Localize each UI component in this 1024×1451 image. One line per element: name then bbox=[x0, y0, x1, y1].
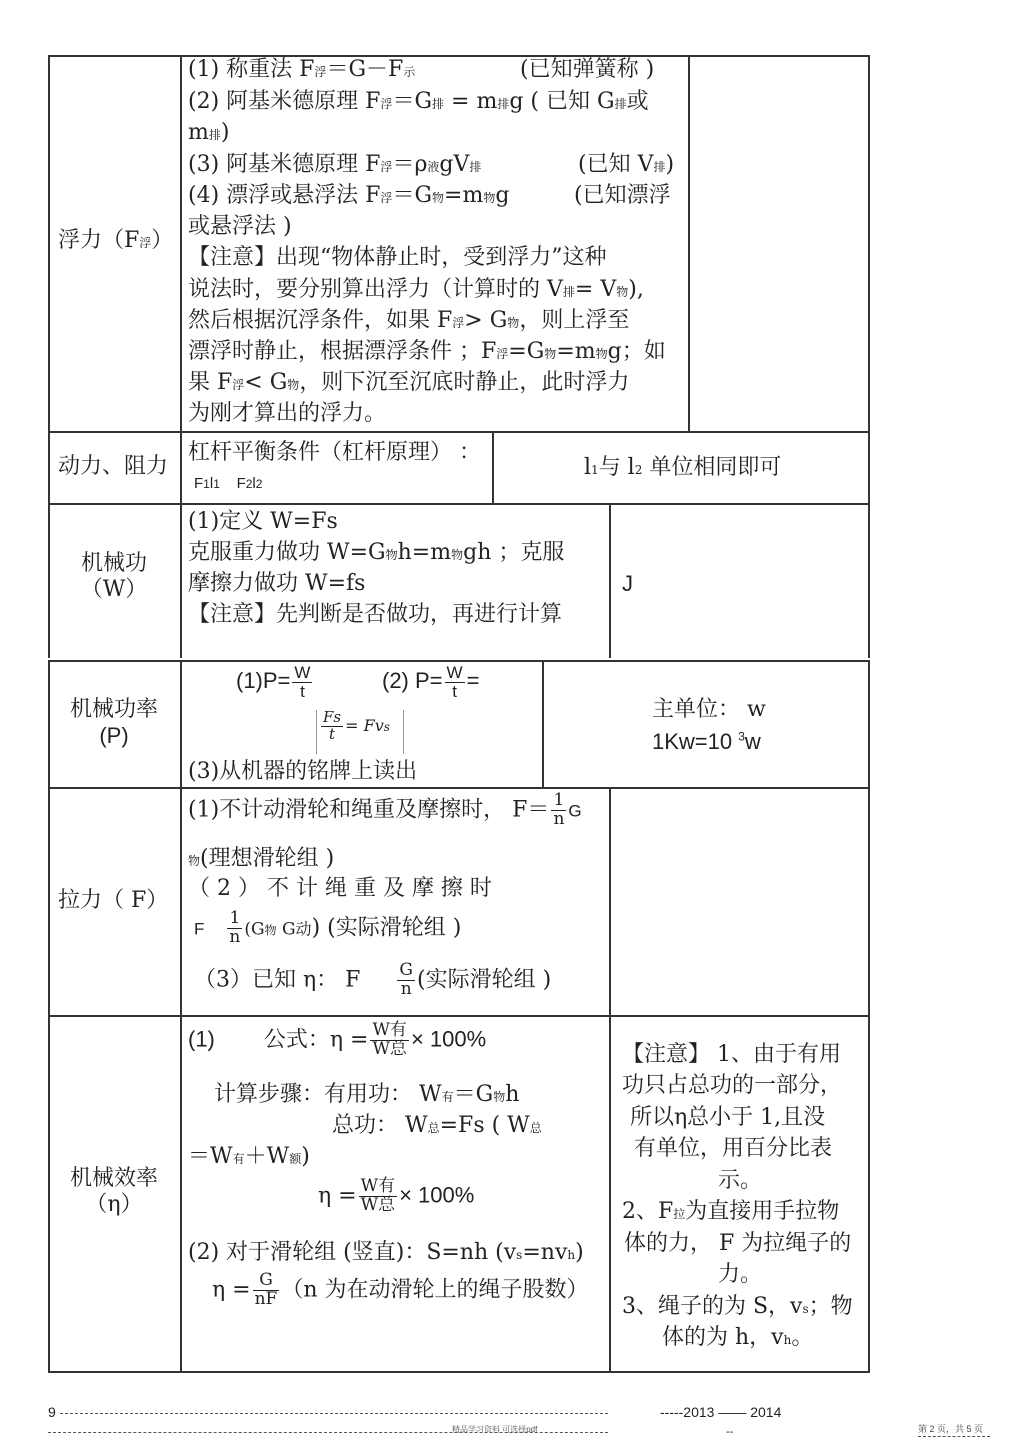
fraction: $\frac{Fs}{t}$ bbox=[323, 708, 342, 743]
power-formula-1: (1)P= $\frac{W}{t}$ bbox=[236, 663, 311, 701]
lever-label: 动力、阻力 bbox=[58, 454, 169, 479]
footer-years: -----2013 —— 2014 bbox=[660, 1404, 782, 1420]
buoyancy-line-2: (2) 阿基米德原理 F浮＝G排 = m排g ( 已知 G排或 bbox=[188, 89, 649, 114]
divider bbox=[180, 787, 182, 1017]
efficiency-note-2: 功只占总功的一部分， bbox=[622, 1073, 843, 1098]
divider bbox=[609, 503, 611, 658]
efficiency-note-3: 所以η总小于 1,且没 bbox=[630, 1105, 826, 1130]
efficiency-note-7: 体的力， F 为拉绳子的 bbox=[624, 1231, 852, 1256]
divider bbox=[180, 660, 182, 789]
footer-page-left: 9 bbox=[48, 1404, 56, 1420]
fraction: $\frac{\text{W有}}{\text{W总}}$ bbox=[360, 1176, 396, 1215]
efficiency-note-10: 体的为 h，vh。 bbox=[662, 1325, 814, 1350]
fraction: $\frac{G}{nF}$ bbox=[254, 1270, 278, 1309]
fraction: $\frac{G}{n}$ bbox=[399, 960, 413, 999]
efficiency-note-5: 示。 bbox=[718, 1168, 763, 1193]
fraction: $\frac{\text{W有}}{\text{W总}}$ bbox=[372, 1020, 407, 1059]
work-label: 机械功 （W） bbox=[80, 551, 148, 603]
efficiency-label: 机械效率 （η） bbox=[69, 1166, 158, 1218]
work-unit: J bbox=[622, 571, 633, 596]
work-line-1: (1)定义 W=Fs bbox=[188, 509, 338, 534]
efficiency-line-4: ＝W有＋W额) bbox=[188, 1144, 310, 1169]
footer-center-note: 精品学习资料 可选择pdf bbox=[452, 1425, 538, 1434]
buoyancy-line-11: 果 F浮< G物，则下沉至沉底时静止，此时浮力 bbox=[188, 370, 630, 395]
efficiency-line-3: 总功： W总=Fs ( W总 bbox=[332, 1113, 542, 1138]
fraction: $\frac{1}{n}$ bbox=[229, 908, 241, 947]
work-line-3: 摩擦力做功 W=fs bbox=[188, 571, 366, 596]
pull-line-2: 物(理想滑轮组 ) bbox=[188, 846, 335, 871]
divider bbox=[180, 1015, 182, 1373]
fraction: $\frac{W}{t}$ bbox=[294, 663, 311, 701]
divider bbox=[492, 431, 494, 505]
fraction: $\frac{1}{n}$ bbox=[553, 790, 565, 829]
efficiency-line-7: η = $\frac{G}{nF}$ （n 为在动滑轮上的绳子股数） bbox=[212, 1270, 589, 1309]
work-line-4: 【注意】先判断是否做功，再进行计算 bbox=[188, 602, 563, 627]
buoyancy-line-9: 然后根据沉浮条件，如果 F浮> G物，则上浮至 bbox=[188, 308, 630, 333]
power-label: 机械功率 (P) bbox=[69, 697, 158, 749]
pull-line-5: （3）已知 η： F $\frac{G}{n}$ (实际滑轮组 ) bbox=[194, 960, 552, 999]
buoyancy-line-4-note: (已知 V排) bbox=[578, 152, 675, 177]
divider bbox=[180, 503, 182, 658]
buoyancy-line-12: 为刚才算出的浮力。 bbox=[188, 401, 387, 426]
efficiency-note-6: 2、F拉为直接用手拉物 bbox=[622, 1199, 840, 1224]
footer-dash-line bbox=[60, 1413, 608, 1414]
power-line-3: (3)从机器的铭牌上读出 bbox=[188, 759, 418, 784]
efficiency-note-8: 力。 bbox=[718, 1262, 763, 1287]
buoyancy-line-5-note: (已知漂浮 bbox=[574, 183, 671, 208]
lever-line-1: 杠杆平衡条件（杠杆原理） ： bbox=[188, 440, 481, 465]
pull-line-3: （ 2 ） 不 计 绳 重 及 摩 擦 时 bbox=[188, 876, 492, 901]
footer-dash-2: -- bbox=[726, 1426, 734, 1438]
pull-label: 拉力（ F） bbox=[58, 888, 169, 913]
buoyancy-line-1-note: (已知弹簧称 ) bbox=[520, 57, 655, 82]
power-unit-1: 主单位： w bbox=[652, 697, 766, 722]
divider bbox=[180, 431, 182, 505]
efficiency-line-2: 计算步骤：有用功： W有＝G物h bbox=[214, 1082, 520, 1107]
buoyancy-line-5: (4) 漂浮或悬浮法 F浮＝G物=m物g bbox=[188, 183, 510, 208]
buoyancy-label: 浮力（F浮） bbox=[58, 228, 174, 253]
buoyancy-line-7: 【注意】出现“物体静止时，受到浮力”这种 bbox=[188, 245, 607, 270]
buoyancy-line-1: (1) 称重法 F浮＝G－F示 bbox=[188, 57, 416, 82]
divider bbox=[542, 660, 544, 789]
buoyancy-line-3: m排) bbox=[188, 120, 230, 145]
pull-line-1: (1)不计动滑轮和绳重及摩擦时， F＝ $\frac{1}{n}$ G bbox=[188, 790, 582, 829]
efficiency-line-1: (1) 公式：η = $\frac{\text{W有}}{\text{W总}}$ × 100% bbox=[188, 1020, 487, 1059]
divider bbox=[180, 55, 182, 433]
power-formula-image: $\frac{Fs}{t}$ = Fvs bbox=[316, 710, 404, 754]
pull-line-4: F $\frac{1}{n}$ (G物 G动) (实际滑轮组 ) bbox=[194, 908, 462, 947]
divider bbox=[609, 787, 611, 1017]
efficiency-note-4: 有单位，用百分比表 bbox=[634, 1136, 833, 1161]
buoyancy-line-6: 或悬浮法 ) bbox=[188, 214, 292, 239]
footer-dash-line-3 bbox=[918, 1436, 990, 1437]
divider bbox=[688, 55, 690, 433]
efficiency-line-5: η = $\frac{\text{W有}}{\text{W总}}$ × 100% bbox=[318, 1176, 475, 1215]
efficiency-line-6: (2) 对于滑轮组 (竖直)：S=nh (vs=nvh) bbox=[188, 1240, 584, 1265]
divider bbox=[609, 1015, 611, 1373]
work-line-2: 克服重力做功 W=G物h=m物gh ；克服 bbox=[188, 540, 565, 565]
efficiency-note-9: 3、绳子的为 S，vs；物 bbox=[622, 1294, 853, 1319]
buoyancy-line-8: 说法时，要分别算出浮力（计算时的 V排= V物), bbox=[188, 277, 644, 302]
lever-line-2: F1l1 F2l2 bbox=[194, 475, 263, 492]
power-formula-2: (2) P= $\frac{W}{t}$ = bbox=[382, 663, 480, 701]
efficiency-note-1: 【注意】 1、由于有用 bbox=[622, 1042, 841, 1067]
buoyancy-line-4: (3) 阿基米德原理 F浮＝ρ液gV排 bbox=[188, 152, 482, 177]
buoyancy-line-10: 漂浮时静止，根据漂浮条件 ；F浮=G物=m物g；如 bbox=[188, 339, 666, 364]
power-unit-2: 1Kw=10 $^3$w bbox=[652, 729, 761, 754]
lever-unit: l1与 l2 单位相同即可 bbox=[584, 455, 782, 480]
fraction: $\frac{W}{t}$ bbox=[446, 663, 463, 701]
footer-page-right: 第 2 页，共 5 页 bbox=[918, 1424, 984, 1434]
